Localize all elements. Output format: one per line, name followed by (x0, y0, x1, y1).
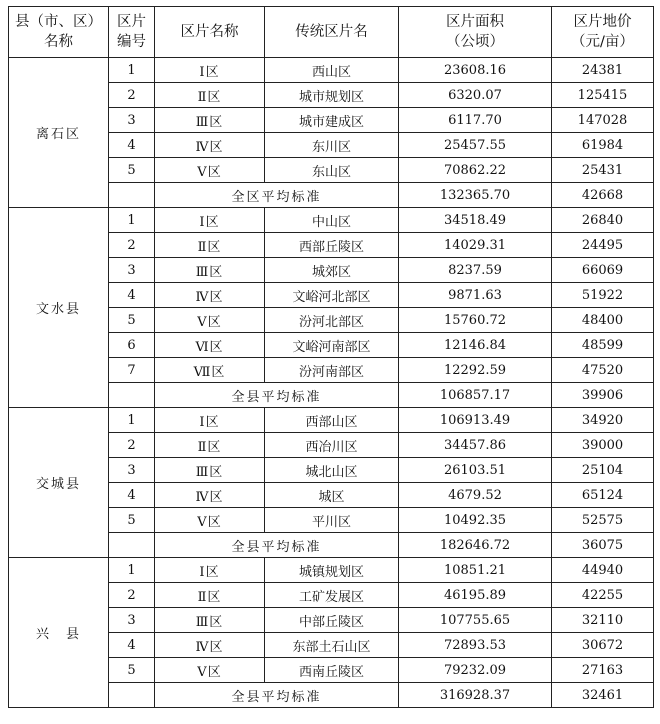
zone-number: 4 (109, 633, 155, 658)
zone-price: 47520 (552, 358, 654, 383)
zone-number: 4 (109, 283, 155, 308)
zone-area: 10492.35 (399, 508, 552, 533)
header-county-line1: 县（市、区） (15, 14, 102, 30)
average-price: 36075 (552, 533, 654, 558)
traditional-name: 东山区 (265, 158, 399, 183)
zone-name (155, 558, 265, 583)
zone-area: 70862.22 (399, 158, 552, 183)
zone-number: 3 (109, 458, 155, 483)
traditional-name: 西部山区 (265, 408, 399, 433)
zone-name (155, 208, 265, 233)
average-label: 全县平均标准 (155, 683, 399, 708)
zone-suffix: 区 (207, 439, 222, 455)
zone-area: 12146.84 (399, 333, 552, 358)
zone-price: 147028 (552, 108, 654, 133)
traditional-name: 汾河北部区 (265, 308, 399, 333)
zone-price: 125415 (552, 83, 654, 108)
zone-roman: Ⅴ (197, 514, 208, 530)
zone-number: 7 (109, 358, 155, 383)
zone-number: 1 (109, 558, 155, 583)
county-name: 交城县 (9, 408, 109, 558)
zone-area: 25457.55 (399, 133, 552, 158)
header-area-line1: 区片面积 (446, 14, 504, 30)
zone-roman: Ⅴ (197, 664, 208, 680)
table-body (9, 58, 654, 708)
traditional-name: 文峪河北部区 (265, 283, 399, 308)
traditional-name: 城镇规划区 (265, 558, 399, 583)
zone-name (155, 333, 265, 358)
average-price: 39906 (552, 383, 654, 408)
zone-number: 1 (109, 408, 155, 433)
zone-suffix: 区 (205, 214, 220, 230)
zone-area: 34457.86 (399, 433, 552, 458)
zone-suffix: 区 (205, 64, 220, 80)
header-price (552, 7, 654, 58)
traditional-name: 文峪河南部区 (265, 333, 399, 358)
header-traditional-name: 传统区片名 (265, 7, 399, 58)
zone-roman: Ⅶ (193, 364, 212, 380)
zone-price: 48400 (552, 308, 654, 333)
table-row (9, 558, 654, 583)
county-name: 兴 县 (9, 558, 109, 708)
zone-roman: Ⅳ (195, 139, 210, 155)
zone-name (155, 633, 265, 658)
traditional-name: 西冶川区 (265, 433, 399, 458)
table-row (9, 208, 654, 233)
zone-price: 27163 (552, 658, 654, 683)
zone-suffix: 区 (207, 89, 222, 105)
zone-suffix: 区 (207, 314, 222, 330)
zone-area: 107755.65 (399, 608, 552, 633)
zone-name (155, 408, 265, 433)
average-price: 32461 (552, 683, 654, 708)
zone-roman: Ⅱ (197, 89, 208, 105)
zone-price: 26840 (552, 208, 654, 233)
zone-suffix: 区 (207, 164, 222, 180)
traditional-name: 汾河南部区 (265, 358, 399, 383)
traditional-name: 西南丘陵区 (265, 658, 399, 683)
traditional-name: 城市建成区 (265, 108, 399, 133)
county-name: 文水县 (9, 208, 109, 408)
zone-number: 3 (109, 108, 155, 133)
header-row (9, 7, 654, 58)
zone-roman: Ⅱ (197, 239, 208, 255)
zone-price: 52575 (552, 508, 654, 533)
zone-name (155, 358, 265, 383)
zone-name (155, 458, 265, 483)
zone-number: 4 (109, 483, 155, 508)
zone-suffix: 区 (209, 114, 224, 130)
zone-price: 25104 (552, 458, 654, 483)
zone-name (155, 608, 265, 633)
zone-price: 34920 (552, 408, 654, 433)
county-name: 离石区 (9, 58, 109, 208)
average-label: 全县平均标准 (155, 383, 399, 408)
zone-suffix: 区 (209, 339, 224, 355)
zone-name (155, 283, 265, 308)
zone-price: 24381 (552, 58, 654, 83)
header-price-line1: 区片地价 (573, 14, 632, 30)
traditional-name: 工矿发展区 (265, 583, 399, 608)
zone-area: 79232.09 (399, 658, 552, 683)
traditional-name: 西部丘陵区 (265, 233, 399, 258)
zone-name (155, 308, 265, 333)
zone-suffix: 区 (207, 514, 222, 530)
zone-roman: Ⅲ (195, 464, 210, 480)
zone-price: 24495 (552, 233, 654, 258)
zone-name (155, 433, 265, 458)
zone-area: 106913.49 (399, 408, 552, 433)
zone-name (155, 508, 265, 533)
header-county-line2: 名称 (44, 34, 73, 50)
traditional-name: 东部土石山区 (265, 633, 399, 658)
average-area: 106857.17 (399, 383, 552, 408)
zone-name (155, 258, 265, 283)
zone-price: 44940 (552, 558, 654, 583)
zone-area: 34518.49 (399, 208, 552, 233)
zone-area: 8237.59 (399, 258, 552, 283)
zone-area: 12292.59 (399, 358, 552, 383)
traditional-name: 城区 (265, 483, 399, 508)
zone-area: 14029.31 (399, 233, 552, 258)
traditional-name: 东川区 (265, 133, 399, 158)
zone-name (155, 58, 265, 83)
zone-suffix: 区 (209, 614, 224, 630)
zone-price: 65124 (552, 483, 654, 508)
zone-suffix: 区 (205, 414, 220, 430)
zone-number: 5 (109, 308, 155, 333)
zone-area: 4679.52 (399, 483, 552, 508)
zone-name (155, 83, 265, 108)
zone-number: 5 (109, 508, 155, 533)
zone-number: 2 (109, 583, 155, 608)
average-label: 全县平均标准 (155, 533, 399, 558)
average-label: 全区平均标准 (155, 183, 399, 208)
zone-price: 61984 (552, 133, 654, 158)
zone-price: 42255 (552, 583, 654, 608)
traditional-name: 西山区 (265, 58, 399, 83)
zone-name (155, 108, 265, 133)
average-area: 182646.72 (399, 533, 552, 558)
zone-price: 39000 (552, 433, 654, 458)
header-zone-number-line2: 编号 (117, 34, 146, 50)
zone-number: 2 (109, 433, 155, 458)
zone-suffix: 区 (205, 564, 220, 580)
header-area-line2: （公顷） (446, 34, 504, 50)
zone-area: 26103.51 (399, 458, 552, 483)
zone-suffix: 区 (207, 589, 222, 605)
zone-roman: Ⅰ (199, 564, 206, 580)
zone-area: 9871.63 (399, 283, 552, 308)
zone-roman: Ⅱ (197, 589, 208, 605)
zone-roman: Ⅰ (199, 214, 206, 230)
zone-roman: Ⅰ (199, 64, 206, 80)
zone-name (155, 483, 265, 508)
zone-name (155, 658, 265, 683)
zone-suffix: 区 (207, 664, 222, 680)
zone-name (155, 233, 265, 258)
zone-number: 2 (109, 233, 155, 258)
traditional-name: 城市规划区 (265, 83, 399, 108)
zone-name (155, 133, 265, 158)
zone-number: 5 (109, 158, 155, 183)
zone-suffix: 区 (211, 364, 226, 380)
zone-area: 15760.72 (399, 308, 552, 333)
zone-roman: Ⅱ (197, 439, 208, 455)
zone-number: 3 (109, 258, 155, 283)
zone-roman: Ⅴ (197, 314, 208, 330)
table-row (9, 408, 654, 433)
zone-number: 2 (109, 83, 155, 108)
land-price-table (8, 6, 654, 708)
zone-number: 1 (109, 208, 155, 233)
zone-suffix: 区 (209, 289, 224, 305)
zone-suffix: 区 (209, 489, 224, 505)
header-zone-number-line1: 区片 (117, 14, 146, 30)
traditional-name: 中部丘陵区 (265, 608, 399, 633)
traditional-name: 平川区 (265, 508, 399, 533)
zone-price: 25431 (552, 158, 654, 183)
traditional-name: 中山区 (265, 208, 399, 233)
header-area (399, 7, 552, 58)
zone-price: 30672 (552, 633, 654, 658)
average-area: 316928.37 (399, 683, 552, 708)
zone-price: 66069 (552, 258, 654, 283)
zone-name (155, 583, 265, 608)
zone-area: 10851.21 (399, 558, 552, 583)
zone-area: 6320.07 (399, 83, 552, 108)
average-price: 42668 (552, 183, 654, 208)
zone-price: 48599 (552, 333, 654, 358)
traditional-name: 城郊区 (265, 258, 399, 283)
zone-number: 1 (109, 58, 155, 83)
zone-roman: Ⅰ (199, 414, 206, 430)
zone-price: 32110 (552, 608, 654, 633)
zone-suffix: 区 (207, 239, 222, 255)
zone-roman: Ⅳ (195, 639, 210, 655)
zone-name (155, 158, 265, 183)
zone-roman: Ⅲ (195, 614, 210, 630)
average-area: 132365.70 (399, 183, 552, 208)
zone-roman: Ⅵ (195, 339, 210, 355)
traditional-name: 城北山区 (265, 458, 399, 483)
zone-roman: Ⅳ (195, 489, 210, 505)
zone-number: 4 (109, 133, 155, 158)
zone-area: 6117.70 (399, 108, 552, 133)
zone-area: 46195.89 (399, 583, 552, 608)
header-county (9, 7, 109, 58)
zone-area: 72893.53 (399, 633, 552, 658)
zone-area: 23608.16 (399, 58, 552, 83)
zone-number: 3 (109, 608, 155, 633)
zone-suffix: 区 (209, 139, 224, 155)
zone-price: 51922 (552, 283, 654, 308)
zone-number: 6 (109, 333, 155, 358)
table-row (9, 58, 654, 83)
header-price-line2: （元/亩） (571, 34, 634, 50)
header-zone-number (109, 7, 155, 58)
zone-suffix: 区 (209, 639, 224, 655)
zone-roman: Ⅳ (195, 289, 210, 305)
zone-suffix: 区 (209, 464, 224, 480)
zone-roman: Ⅲ (195, 114, 210, 130)
zone-roman: Ⅴ (197, 164, 208, 180)
zone-suffix: 区 (209, 264, 224, 280)
zone-roman: Ⅲ (195, 264, 210, 280)
header-zone-name: 区片名称 (155, 7, 265, 58)
zone-number: 5 (109, 658, 155, 683)
